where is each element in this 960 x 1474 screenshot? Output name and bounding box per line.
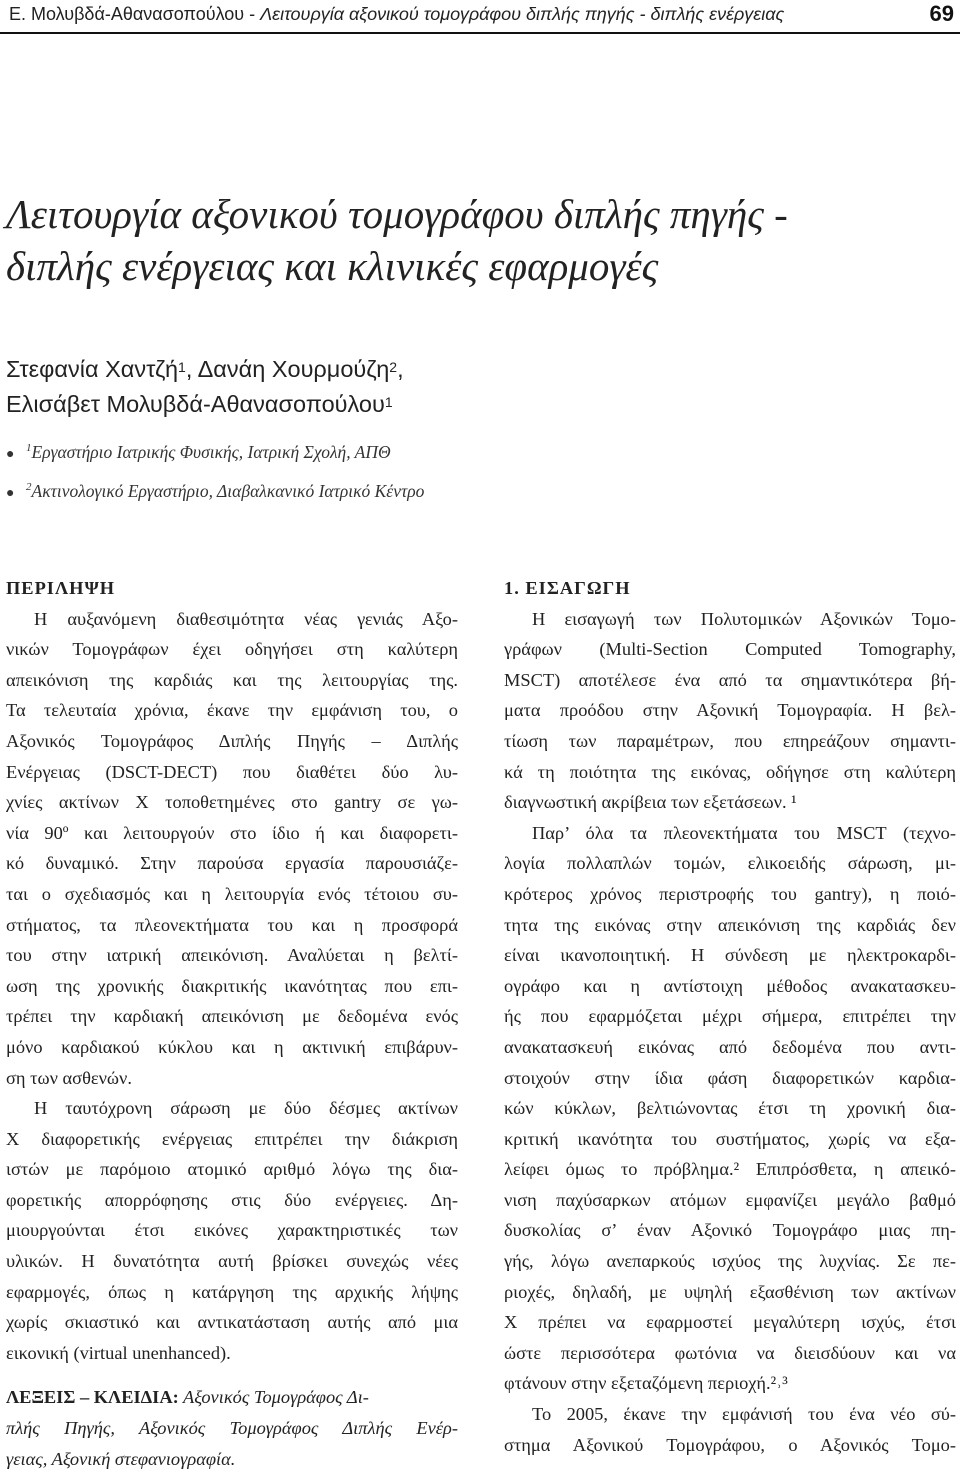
abstract-line: του στην ιατρική απεικόνιση. Αναλύεται η βελτί- — [6, 945, 458, 966]
author-affil-ref: 1 — [384, 394, 393, 410]
author-line: Στεφανία Χαντζή$^1$, Δανάη Χουρμούζη$^2$, — [6, 356, 404, 382]
author-name: Δανάη Χουρμούζη — [197, 356, 390, 382]
intro-line: Η εισαγωγή των Πολυτομικών Αξονικών Τομο- — [532, 608, 956, 629]
abstract-line: ιστών με παρόμοιο ατομικό αριθμό λόγω της δια- — [6, 1159, 458, 1180]
affiliation-text: Ακτινολογικό Εργαστήριο, Διαβαλκανικό Ιατρικό Κέντρο — [31, 480, 425, 501]
abstract-line: νικών Τομογράφων έχει οδηγήσει στη καλύτερη — [6, 639, 458, 660]
page-number: 69 — [929, 1, 954, 26]
bullet-icon: ● — [6, 485, 15, 501]
running-header-text — [9, 4, 784, 25]
abstract-line: τρέπει την καρδιακή απεικόνιση με δεδομένα ενός — [6, 1006, 458, 1027]
intro-line: φτάνουν στην εξεταζόμενη περιοχή.²˒³ — [504, 1373, 788, 1394]
intro-line: κά τη ποιότητα της εικόνας, οδήγησε στη καλύτερη — [504, 761, 956, 782]
keywords-label: ΛΕΞΕΙΣ – ΚΛΕΙΔΙΑ: — [6, 1387, 179, 1408]
intro-line: ής που εφαρμόζεται μέχρι σήμερα, επιτρέπει την — [504, 1006, 956, 1027]
abstract-line: μιουργούνται έτσι εικόνες χαρακτηριστικές των — [6, 1220, 458, 1241]
author-list — [6, 352, 946, 422]
intro-line: ώστε περισσότερα φωτόνια να διεισδύουν και να — [504, 1342, 956, 1363]
intro-line: λογία πολλαπλών τομών, ελικοειδής σάρωση, μι- — [504, 853, 956, 874]
abstract-line: Η ταυτόχρονη σάρωση με δύο δέσμες ακτίνων — [34, 1098, 458, 1119]
abstract-line: Τα τελευταία χρόνια, έκανε την εμφάνιση του, ο — [6, 700, 458, 721]
abstract-line: εφαρμογές, όπως η κατάργηση της αρχικής λήψης — [6, 1281, 458, 1302]
header-rule — [0, 32, 960, 34]
abstract-line: εικονική (virtual unenhanced). — [6, 1342, 231, 1363]
abstract-line: νία 90º και λειτουργούν στο ίδιο ή και διαφορετι- — [6, 822, 458, 843]
author-affil-ref: 2 — [389, 359, 398, 375]
abstract-line: κό δυναμικό. Στην παρούσα εργασία παρουσιάζε- — [6, 853, 458, 874]
intro-line: διαγνωστική ακρίβεια των εξετάσεων. ¹ — [504, 792, 797, 813]
affiliation-list — [6, 432, 946, 510]
intro-line: ογράφο και η αντίστοιχη μέθοδος ανακατασκευ- — [504, 975, 956, 996]
abstract-line: υλικών. Η δυνατότητα αυτή βρίσκει συνεχώς νέες — [6, 1251, 458, 1272]
intro-line: Χ πρέπει να εφαρμοστεί μεγαλύτερη ισχύς, έτσι — [504, 1312, 956, 1333]
keywords-text: Αξονικός Τομογράφος Δι- — [178, 1387, 369, 1408]
title-line: Λειτουργία αξονικού τομογράφου διπλής πηγής - — [6, 191, 788, 237]
intro-line: γράφων (Multi-Section Computed Tomography, — [504, 639, 956, 660]
abstract-line: ται ο σχεδιασμός και η λειτουργία ενός τέτοιου συ- — [6, 883, 458, 904]
abstract-line: Ενέργειας (DSCT-DECT) που διαθέτει δύο λυ- — [6, 761, 458, 782]
abstract-line: Χ διαφορετικής ενέργειας επιτρέπει την διάκριση — [6, 1128, 458, 1149]
author-affil-ref: 1 — [178, 359, 186, 375]
intro-line: MSCT) αποτέλεσε ένα από τα σημαντικότερα βή- — [504, 669, 956, 690]
abstract-line: Η αυξανόμενη διαθεσιμότητα νέας γενιάς Αξο- — [34, 608, 458, 629]
introduction-heading: 1. ΕΙΣΑΓΩΓΗ — [504, 578, 631, 598]
title-line: διπλής ενέργειας και κλινικές εφαρμογές — [6, 243, 659, 289]
intro-line: κριτική ικανότητα του συστήματος, χωρίς να εξα- — [504, 1128, 956, 1149]
intro-line: νιση παχύσαρκων ατόμων εμφανίζει μεγάλο βαθμό — [504, 1189, 956, 1210]
intro-line: Το 2005, έκανε την εμφάνισή του ένα νέο σύ- — [532, 1404, 956, 1425]
abstract-line: χωρίς σκιαστικό και αντικατάσταση αυτής από μια — [6, 1312, 458, 1333]
bullet-icon: ● — [6, 446, 15, 462]
intro-line: κών κύκλων, βελτιώνοντας έτσι τη χρονική δια- — [504, 1098, 956, 1119]
introduction-column — [504, 573, 956, 1460]
intro-line: ανακατασκευή εικόνας από δεδομένα που αντι- — [504, 1036, 956, 1057]
intro-line: δυσκολίας σ’ έναν Αξονικό Τομογράφο μιας πη- — [504, 1220, 956, 1241]
abstract-line: ωση της χρονικής διακριτικής ικανότητας που επι- — [6, 975, 458, 996]
intro-line: στημα Αξονικού Τομογράφου, ο Αξονικός Τομο- — [504, 1434, 956, 1455]
intro-line: ριοχές, δηλαδή, με υψηλή εξασθένιση των ακτίνων — [504, 1281, 956, 1302]
intro-line: είναι ικανοποιητική. Η σύνδεση με ηλεκτροκαρδι- — [504, 945, 956, 966]
header-running-title: Λειτουργία αξονικού τομογράφου διπλής πηγής - διπλής ενέργειας — [260, 4, 785, 24]
author-name: Ελισάβετ Μολυβδά-Αθανασοπούλου — [6, 391, 385, 417]
abstract-line: Αξονικός Τομογράφος Διπλής Πηγής – Διπλής — [6, 730, 458, 751]
affiliation-item — [6, 432, 946, 471]
abstract-line: μόνο καρδιακού κύκλου και η ακτινική επιβάρυν- — [6, 1036, 458, 1057]
author-line — [6, 387, 946, 422]
intro-line: κρότερος χρόνος περιστροφής του gantry), η ποιό- — [504, 883, 956, 904]
keywords-text: γειας, Αξονική στεφανιογραφία. — [6, 1448, 236, 1469]
intro-line: λείφει όμως το πρόβλημα.² Επιπρόσθετα, η απεικό- — [504, 1159, 956, 1180]
abstract-line: χνίες ακτίνων Χ τοποθετημένες στο gantry σε γω- — [6, 792, 458, 813]
abstract-line: φορετικής απορρόφησης στις δύο ενέργειες. Δη- — [6, 1189, 458, 1210]
affiliation-item — [6, 471, 946, 510]
abstract-heading: ΠΕΡΙΛΗΨΗ — [6, 578, 116, 598]
article-title — [6, 188, 946, 292]
abstract-line: στήματος, τα πλεονεκτήματα του και η προσφορά — [6, 914, 458, 935]
affiliation-text: Εργαστήριο Ιατρικής Φυσικής, Ιατρική Σχολή, ΑΠΘ — [31, 441, 391, 462]
running-header — [0, 0, 960, 30]
intro-line: τητα της εικόνας στην απεικόνιση της καρδιάς δεν — [504, 914, 956, 935]
keywords-line — [6, 1382, 458, 1413]
author-name: Στεφανία Χαντζή — [6, 356, 179, 382]
affiliation-number: 1 — [26, 442, 32, 454]
intro-line: τίωση των παραμέτρων, που επηρεάζουν σημαντι- — [504, 730, 956, 751]
abstract-line: απεικόνιση της καρδιάς και της λειτουργίας της. — [6, 669, 458, 690]
affiliation-number: 2 — [26, 480, 32, 493]
keywords-text: πλής Πηγής, Αξονικός Τομογράφος Διπλής Ενέρ- — [6, 1418, 458, 1439]
intro-line: στοιχούν στην ίδια φάση διαφορετικών καρδια- — [504, 1067, 956, 1088]
header-authors: Ε. Μολυβδά-Αθανασοπούλου - — [9, 4, 261, 24]
intro-line: γής, λόγω ανεπαρκούς ισχύος της λυχνίας. Σε πε- — [504, 1251, 956, 1272]
abstract-line: ση των ασθενών. — [6, 1067, 132, 1088]
intro-line: ματα προόδου στην Αξονική Τομογραφία. Η βελ- — [504, 700, 956, 721]
intro-line: Παρ’ όλα τα πλεονεκτήματα του MSCT (τεχνο- — [532, 822, 956, 843]
abstract-column — [6, 573, 458, 1474]
